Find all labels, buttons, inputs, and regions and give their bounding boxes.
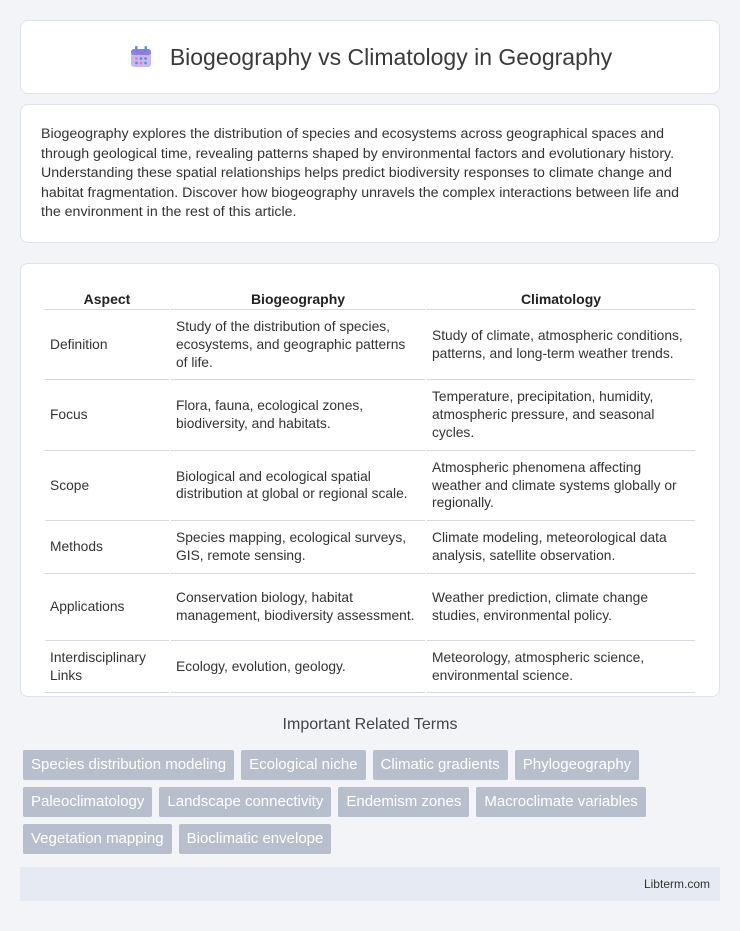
comparison-table-card xyxy=(20,263,720,697)
related-term-tag[interactable]: Paleoclimatology xyxy=(23,787,152,817)
table-row xyxy=(45,641,695,694)
cell-aspect: Methods xyxy=(45,521,169,574)
cell-biogeography: Study of the distribution of species, ecosystems, and geographic patterns of life. xyxy=(171,310,425,380)
header-climatology: Climatology xyxy=(427,284,695,310)
title-card xyxy=(20,20,720,94)
related-term-tag[interactable]: Species distribution modeling xyxy=(23,750,234,780)
footer-site-link[interactable]: Libterm.com xyxy=(643,877,710,891)
table-row xyxy=(45,574,695,641)
comparison-table xyxy=(43,284,697,693)
cell-aspect: Interdisciplinary Links xyxy=(45,641,169,694)
cell-climatology: Climate modeling, meteorological data analysis, satellite observation. xyxy=(427,521,695,574)
table-row xyxy=(45,380,695,450)
header-biogeography: Biogeography xyxy=(171,284,425,310)
header-aspect: Aspect xyxy=(45,284,169,310)
related-terms-title: Important Related Terms xyxy=(282,716,458,733)
related-term-tag[interactable]: Phylogeography xyxy=(515,750,639,780)
cell-climatology: Weather prediction, climate change studies, environmental policy. xyxy=(427,574,695,641)
cell-biogeography: Species mapping, ecological surveys, GIS, remote sensing. xyxy=(171,521,425,574)
page-title: Biogeography vs Climatology in Geography xyxy=(169,43,613,70)
cell-biogeography: Ecology, evolution, geology. xyxy=(171,641,425,694)
cell-biogeography: Flora, fauna, ecological zones, biodiversity, and habitats. xyxy=(171,380,425,450)
footer xyxy=(20,867,720,901)
cell-climatology: Temperature, precipitation, humidity, atmospheric pressure, and seasonal cycles. xyxy=(427,380,695,450)
table-row xyxy=(45,521,695,574)
table-row xyxy=(45,310,695,380)
cell-climatology: Study of climate, atmospheric conditions, patterns, and long-term weather trends. xyxy=(427,310,695,380)
intro-paragraph: Biogeography explores the distribution of species and ecosystems across geographical spaces and through geological time, revealing patterns shaped by environmental factors and evolutionary history. Understanding these spatial relationships helps predict biodiversity responses to climate change and habitat fragmentation. Discover how biogeography unravels the complex interactions between life and the environment in the rest of this article. xyxy=(41,126,680,221)
related-term-tag[interactable]: Vegetation mapping xyxy=(23,824,172,854)
related-term-tag[interactable]: Endemism zones xyxy=(338,787,469,817)
cell-climatology: Atmospheric phenomena affecting weather and climate systems globally or regionally. xyxy=(427,451,695,521)
related-term-tag[interactable]: Climatic gradients xyxy=(373,750,508,780)
cell-aspect: Focus xyxy=(45,380,169,450)
cell-climatology: Meteorology, atmospheric science, environmental science. xyxy=(427,641,695,694)
related-term-tag[interactable]: Ecological niche xyxy=(241,750,365,780)
cell-biogeography: Conservation biology, habitat management, biodiversity assessment. xyxy=(171,574,425,641)
cell-aspect: Scope xyxy=(45,451,169,521)
table-header-row xyxy=(45,284,695,310)
related-term-tag[interactable]: Landscape connectivity xyxy=(159,787,331,817)
intro-card xyxy=(20,104,720,243)
related-term-tag[interactable]: Macroclimate variables xyxy=(476,787,645,817)
cell-aspect: Definition xyxy=(45,310,169,380)
cell-aspect: Applications xyxy=(45,574,169,641)
related-term-tag[interactable]: Bioclimatic envelope xyxy=(179,824,332,854)
related-terms-list xyxy=(23,750,723,854)
calendar-icon xyxy=(128,44,154,70)
cell-biogeography: Biological and ecological spatial distribution at global or regional scale. xyxy=(171,451,425,521)
table-row xyxy=(45,451,695,521)
